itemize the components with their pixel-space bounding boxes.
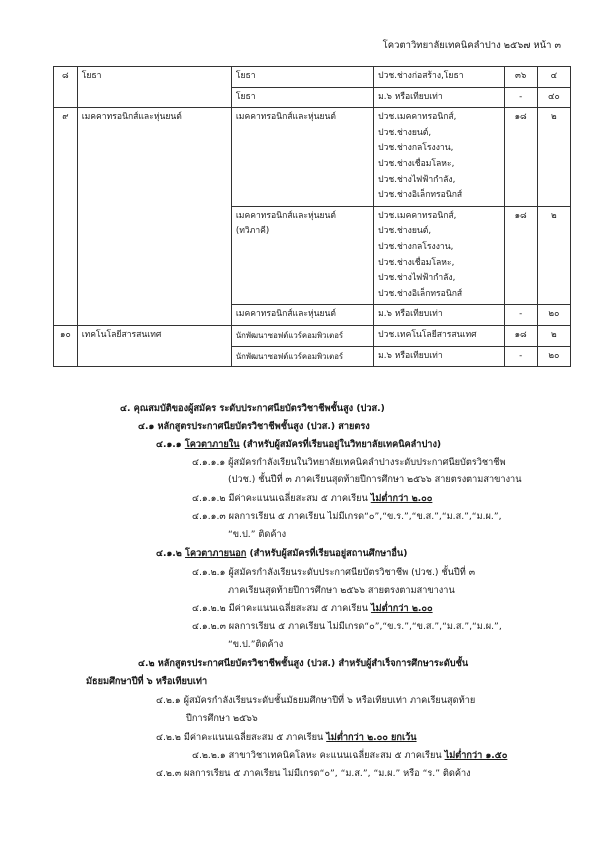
gpa-requirement: ไม่ต่ำกว่า ๒.๐๐ <box>370 603 433 614</box>
item-4-1-2-1: ๔.๑.๒.๑ ผู้สมัครกำลังเรียนระดับประกาศนียบัตรวิชาชีพ (ปวช.) ชั้นปีที่ ๓ <box>192 567 475 578</box>
item-4-1-2-3: ๔.๑.๒.๓ ผลการเรียน ๕ ภาคเรียน ไม่มีเกรด“๐”,“ข.ร.”,“ข.ส.”,“ม.ส.”,“ม.ผ.”, <box>192 621 502 632</box>
item-4-2-3: ๔.๒.๓ ผลการเรียน ๕ ภาคเรียน ไม่มีเกรด“๐”, “ม.ส.”, “ม.ผ.” หรือ “ร.” ติดค้าง <box>156 768 471 779</box>
qualification: ปวช.เมคคาทรอนิกส์, ปวช.ช่างยนต์, ปวช.ช่างกลโรงงาน, ปวช.ช่างเชื่อมโลหะ, ปวช.ช่างไฟฟ้ากำลัง, ปวช.ช่างอิเล็กทรอนิกส์ <box>374 108 504 207</box>
row-number: ๑๐ <box>54 325 78 366</box>
table-row <box>54 108 571 207</box>
qualification: ม.๖ หรือเทียบเท่า <box>374 346 504 367</box>
gpa-cell: ๑๘ <box>504 206 537 305</box>
major-name: เมคคาทรอนิกส์และหุ่นยนต์ <box>231 305 373 326</box>
gpa-cell: - <box>504 346 537 367</box>
major-name: เมคคาทรอนิกส์และหุ่นยนต์ (ทวิภาคี) <box>231 206 373 305</box>
qualification: ปวช.ช่างก่อสร้าง,โยธา <box>374 67 504 88</box>
seats-cell: ๒๐ <box>537 346 570 367</box>
qualification: ม.๖ หรือเทียบเท่า <box>374 305 504 326</box>
major-name: นักพัฒนาซอฟต์แวร์คอมพิวเตอร์ <box>231 346 373 367</box>
major-name: โยธา <box>231 87 373 108</box>
item-4-1-2-3-cont: “ข.ป.”ติดค้าง <box>228 639 284 650</box>
program-name: โยธา <box>77 67 231 108</box>
gpa-requirement: ไม่ต่ำกว่า ๑.๕๐ <box>444 750 508 761</box>
item-4-1-1-1-cont: (ปวช.) ชั้นปีที่ ๓ ภาคเรียนสุดท้ายปีการศึกษา ๒๕๖๖ สายตรงตามสาขางาน <box>228 474 522 485</box>
qualification: ปวช.เมคคาทรอนิกส์, ปวช.ช่างยนต์, ปวช.ช่างกลโรงงาน, ปวช.ช่างเชื่อมโลหะ, ปวช.ช่างไฟฟ้ากำลัง, ปวช.ช่างอิเล็กทรอนิกส์ <box>374 206 504 305</box>
gpa-cell: ๑๘ <box>504 108 537 207</box>
section-4-1-1-heading: ๔.๑.๑ โควตาภายใน (สำหรับผู้สมัครที่เรียนอยู่ในวิทยาลัยเทคนิคลำปาง) <box>156 439 442 450</box>
seats-cell: ๒๐ <box>537 305 570 326</box>
program-name: เทคโนโลยีสารสนเทศ <box>77 325 231 366</box>
page-header: โควตาวิทยาลัยเทคนิคลำปาง ๒๕๖๗ หน้า ๓ <box>382 40 561 51</box>
item-4-1-1-3: ๔.๑.๑.๓ ผลการเรียน ๕ ภาคเรียน ไม่มีเกรด“๐”,“ข.ร.”,“ข.ส.”,“ม.ส.”,“ม.ผ.”, <box>192 511 502 522</box>
major-name: โยธา <box>231 67 373 88</box>
external-quota-title: โควตาภายนอก <box>185 548 247 559</box>
row-number: ๘ <box>54 67 78 108</box>
seats-cell: ๒ <box>537 325 570 346</box>
section-4-1-heading: ๔.๑ หลักสูตรประกาศนียบัตรวิชาชีพชั้นสูง (ปวส.) สายตรง <box>138 421 370 432</box>
section-4-2-heading-cont: มัธยมศึกษาปีที่ ๖ หรือเทียบเท่า <box>86 676 208 687</box>
item-4-1-2-2: ๔.๑.๒.๒ มีค่าคะแนนเฉลี่ยสะสม ๕ ภาคเรียน ไม่ต่ำกว่า ๒.๐๐ <box>192 603 433 614</box>
table-row <box>54 325 571 346</box>
row-number: ๙ <box>54 108 78 326</box>
program-name: เมคคาทรอนิกส์และหุ่นยนต์ <box>77 108 231 326</box>
table-row <box>54 67 571 88</box>
item-4-1-1-3-cont: “ข.ป.” ติดค้าง <box>228 529 287 540</box>
quota-table <box>53 66 571 367</box>
item-4-1-1-1: ๔.๑.๑.๑ ผู้สมัครกำลังเรียนในวิทยาลัยเทคนิคลำปางระดับประกาศนียบัตรวิชาชีพ <box>192 457 506 468</box>
gpa-cell: - <box>504 305 537 326</box>
seats-cell: ๒ <box>537 108 570 207</box>
item-4-2-2: ๔.๒.๒ มีค่าคะแนนเฉลี่ยสะสม ๕ ภาคเรียน ไม่ต่ำกว่า ๒.๐๐ ยกเว้น <box>156 732 417 743</box>
section-4-heading: ๔. คุณสมบัติของผู้สมัคร ระดับประกาศนียบัตรวิชาชีพชั้นสูง (ปวส.) <box>120 403 385 414</box>
gpa-cell: - <box>504 87 537 108</box>
gpa-requirement: ไม่ต่ำกว่า ๒.๐๐ ยกเว้น <box>326 732 417 743</box>
internal-quota-title: โควตาภายใน <box>184 439 240 450</box>
item-4-2-2-1: ๔.๒.๒.๑ สาขาวิชาเทคนิคโลหะ คะแนนเฉลี่ยสะสม ๕ ภาคเรียน ไม่ต่ำกว่า ๑.๕๐ <box>192 750 508 761</box>
seats-cell: ๔๐ <box>537 87 570 108</box>
section-4-2-heading: ๔.๒ หลักสูตรประกาศนียบัตรวิชาชีพชั้นสูง (ปวส.) สำหรับผู้สำเร็จการศึกษาระดับชั้น <box>138 658 469 669</box>
item-4-1-1-2: ๔.๑.๑.๒ มีค่าคะแนนเฉลี่ยสะสม ๕ ภาคเรียน ไม่ต่ำกว่า ๒.๐๐ <box>192 493 433 504</box>
qualification: ม.๖ หรือเทียบเท่า <box>374 87 504 108</box>
gpa-requirement: ไม่ต่ำกว่า ๒.๐๐ <box>370 493 433 504</box>
qualification: ปวช.เทคโนโลยีสารสนเทศ <box>374 325 504 346</box>
item-4-2-1-cont: ปีการศึกษา ๒๕๖๖ <box>186 713 258 724</box>
major-name: นักพัฒนาซอฟต์แวร์คอมพิวเตอร์ <box>231 325 373 346</box>
gpa-cell: ๓๖ <box>504 67 537 88</box>
seats-cell: ๒ <box>537 206 570 305</box>
item-4-2-1: ๔.๒.๑ ผู้สมัครกำลังเรียนระดับชั้นมัธยมศึกษาปีที่ ๖ หรือเทียบเท่า ภาคเรียนสุดท้าย <box>156 695 476 706</box>
section-4-1-2-heading: ๔.๑.๒ โควตาภายนอก (สำหรับผู้สมัครที่เรียนอยู่สถานศึกษาอื่น) <box>156 548 408 559</box>
major-name: เมคคาทรอนิกส์และหุ่นยนต์ <box>231 108 373 207</box>
seats-cell: ๔ <box>537 67 570 88</box>
gpa-cell: ๑๘ <box>504 325 537 346</box>
item-4-1-2-1-cont: ภาคเรียนสุดท้ายปีการศึกษา ๒๕๖๖ สายตรงตามสาขางาน <box>228 585 455 596</box>
